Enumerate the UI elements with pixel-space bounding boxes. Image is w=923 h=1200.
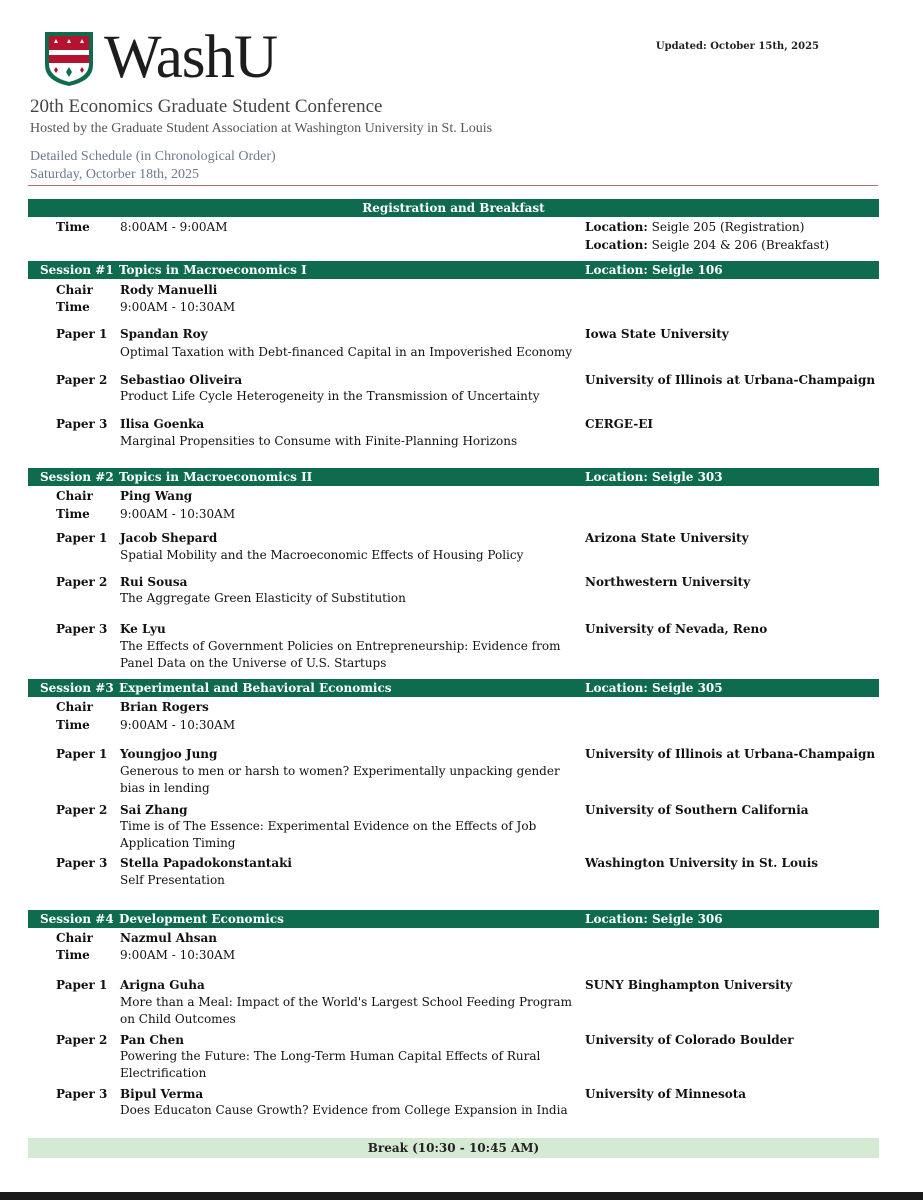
paper-institution: University of Illinois at Urbana-Champaign	[585, 747, 876, 761]
session-time: 9:00AM - 10:30AM	[120, 948, 236, 962]
chair-label: Chair	[56, 489, 93, 503]
paper-label: Paper 1	[56, 327, 108, 341]
session-id: Session #2	[40, 470, 114, 484]
chair-name: Ping Wang	[120, 489, 193, 503]
session-topic: Experimental and Behavioral Economics	[119, 681, 392, 695]
paper-label: Paper 3	[56, 856, 108, 870]
registration-time: 8:00AM - 9:00AM	[120, 220, 228, 234]
paper-title: Self Presentation	[120, 873, 225, 887]
session-location: Location: Seigle 106	[585, 263, 723, 277]
washu-shield-logo	[44, 31, 94, 87]
time-label: Time	[56, 300, 90, 314]
paper-label: Paper 3	[56, 1087, 108, 1101]
paper-author: Pan Chen	[120, 1033, 185, 1047]
paper-label: Paper 2	[56, 373, 108, 387]
paper-title: Marginal Propensities to Consume with Finite-Planning Horizons	[120, 434, 518, 448]
session-id: Session #4	[40, 912, 114, 926]
paper-label: Paper 3	[56, 417, 108, 431]
session-2-bar	[28, 468, 879, 486]
chair-label: Chair	[56, 931, 93, 945]
header-divider	[28, 185, 878, 186]
paper-institution: University of Colorado Boulder	[585, 1033, 794, 1047]
session-time: 9:00AM - 10:30AM	[120, 300, 236, 314]
session-topic: Topics in Macroeconomics II	[119, 470, 313, 484]
updated-date: Updated: October 15th, 2025	[655, 41, 819, 52]
paper-title: Does Educaton Cause Growth? Evidence from College Expansion in India	[120, 1103, 568, 1117]
paper-author: Bipul Verma	[120, 1087, 204, 1101]
chair-label: Chair	[56, 283, 93, 297]
conference-subtitle: Hosted by the Graduate Student Association at Washington University in St. Louis	[30, 121, 493, 136]
brand-wordmark: WashU	[104, 24, 278, 91]
registration-location-1: Location: Seigle 205 (Registration)	[585, 220, 805, 234]
paper-author: Sai Zhang	[120, 803, 188, 817]
paper-author: Rui Sousa	[120, 575, 188, 589]
registration-bar	[28, 199, 879, 217]
time-label: Time	[56, 718, 90, 732]
paper-title: Optimal Taxation with Debt-financed Capital in an Impoverished Economy	[120, 345, 572, 359]
break-bar	[28, 1138, 879, 1158]
paper-author: Youngjoo Jung	[120, 747, 218, 761]
session-location: Location: Seigle 306	[585, 912, 723, 926]
paper-author: Jacob Shepard	[120, 531, 218, 545]
paper-title: The Effects of Government Policies on Entrepreneurship: Evidence from Panel Data on the Universe of U.S. Startups	[120, 639, 561, 670]
chair-name: Nazmul Ahsan	[120, 931, 218, 945]
paper-label: Paper 2	[56, 1033, 108, 1047]
paper-institution: University of Southern California	[585, 803, 809, 817]
bottom-edge	[0, 1192, 923, 1200]
paper-label: Paper 1	[56, 747, 108, 761]
chair-name: Brian Rogers	[120, 700, 209, 714]
session-3-bar	[28, 679, 879, 697]
paper-title: Product Life Cycle Heterogeneity in the Transmission of Uncertainty	[120, 389, 540, 403]
chair-name: Rody Manuelli	[120, 283, 218, 297]
conference-title: 20th Economics Graduate Student Conference	[30, 96, 383, 117]
session-time: 9:00AM - 10:30AM	[120, 718, 236, 732]
paper-author: Ke Lyu	[120, 622, 166, 636]
registration-title: Registration and Breakfast	[362, 201, 545, 215]
session-4-bar	[28, 910, 879, 928]
paper-title: Spatial Mobility and the Macroeconomic Effects of Housing Policy	[120, 548, 524, 562]
registration-time-label: Time	[56, 220, 90, 234]
paper-author: Arigna Guha	[120, 978, 205, 992]
paper-title: More than a Meal: Impact of the World's Largest School Feeding Program on Child Outcomes	[120, 995, 572, 1026]
paper-title: The Aggregate Green Elasticity of Substitution	[120, 591, 406, 605]
paper-title: Powering the Future: The Long-Term Human Capital Effects of Rural Electrification	[120, 1049, 541, 1080]
paper-institution: SUNY Binghampton University	[585, 978, 793, 992]
paper-author: Spandan Roy	[120, 327, 208, 341]
paper-institution: Iowa State University	[585, 327, 729, 341]
paper-label: Paper 1	[56, 531, 108, 545]
schedule-date: Saturday, Octorber 18th, 2025	[30, 167, 199, 182]
session-1-bar	[28, 261, 879, 279]
paper-institution: Arizona State University	[585, 531, 749, 545]
break-label: Break (10:30 - 10:45 AM)	[367, 1141, 540, 1155]
paper-author: Stella Papadokonstantaki	[120, 856, 292, 870]
paper-institution: Washington University in St. Louis	[585, 856, 819, 870]
session-location: Location: Seigle 303	[585, 470, 723, 484]
paper-label: Paper 2	[56, 575, 108, 589]
paper-label: Paper 3	[56, 622, 108, 636]
chair-label: Chair	[56, 700, 93, 714]
time-label: Time	[56, 507, 90, 521]
paper-institution: University of Minnesota	[585, 1087, 747, 1101]
time-label: Time	[56, 948, 90, 962]
paper-label: Paper 2	[56, 803, 108, 817]
paper-title: Generous to men or harsh to women? Experimentally unpacking gender bias in lending	[120, 764, 560, 795]
session-time: 9:00AM - 10:30AM	[120, 507, 236, 521]
paper-author: Ilisa Goenka	[120, 417, 205, 431]
session-id: Session #3	[40, 681, 114, 695]
paper-institution: CERGE-EI	[585, 417, 654, 431]
session-id: Session #1	[40, 263, 114, 277]
paper-title: Time is of The Essence: Experimental Evidence on the Effects of Job Application Timing	[120, 819, 537, 850]
session-topic: Development Economics	[119, 912, 284, 926]
paper-institution: University of Nevada, Reno	[585, 622, 768, 636]
paper-author: Sebastiao Oliveira	[120, 373, 243, 387]
registration-location-2: Location: Seigle 204 & 206 (Breakfast)	[585, 238, 830, 252]
session-location: Location: Seigle 305	[585, 681, 723, 695]
paper-institution: Northwestern University	[585, 575, 751, 589]
session-topic: Topics in Macroeconomics I	[119, 263, 307, 277]
schedule-heading: Detailed Schedule (in Chronological Order)	[30, 149, 276, 164]
paper-label: Paper 1	[56, 978, 108, 992]
paper-institution: University of Illinois at Urbana-Champaign	[585, 373, 876, 387]
